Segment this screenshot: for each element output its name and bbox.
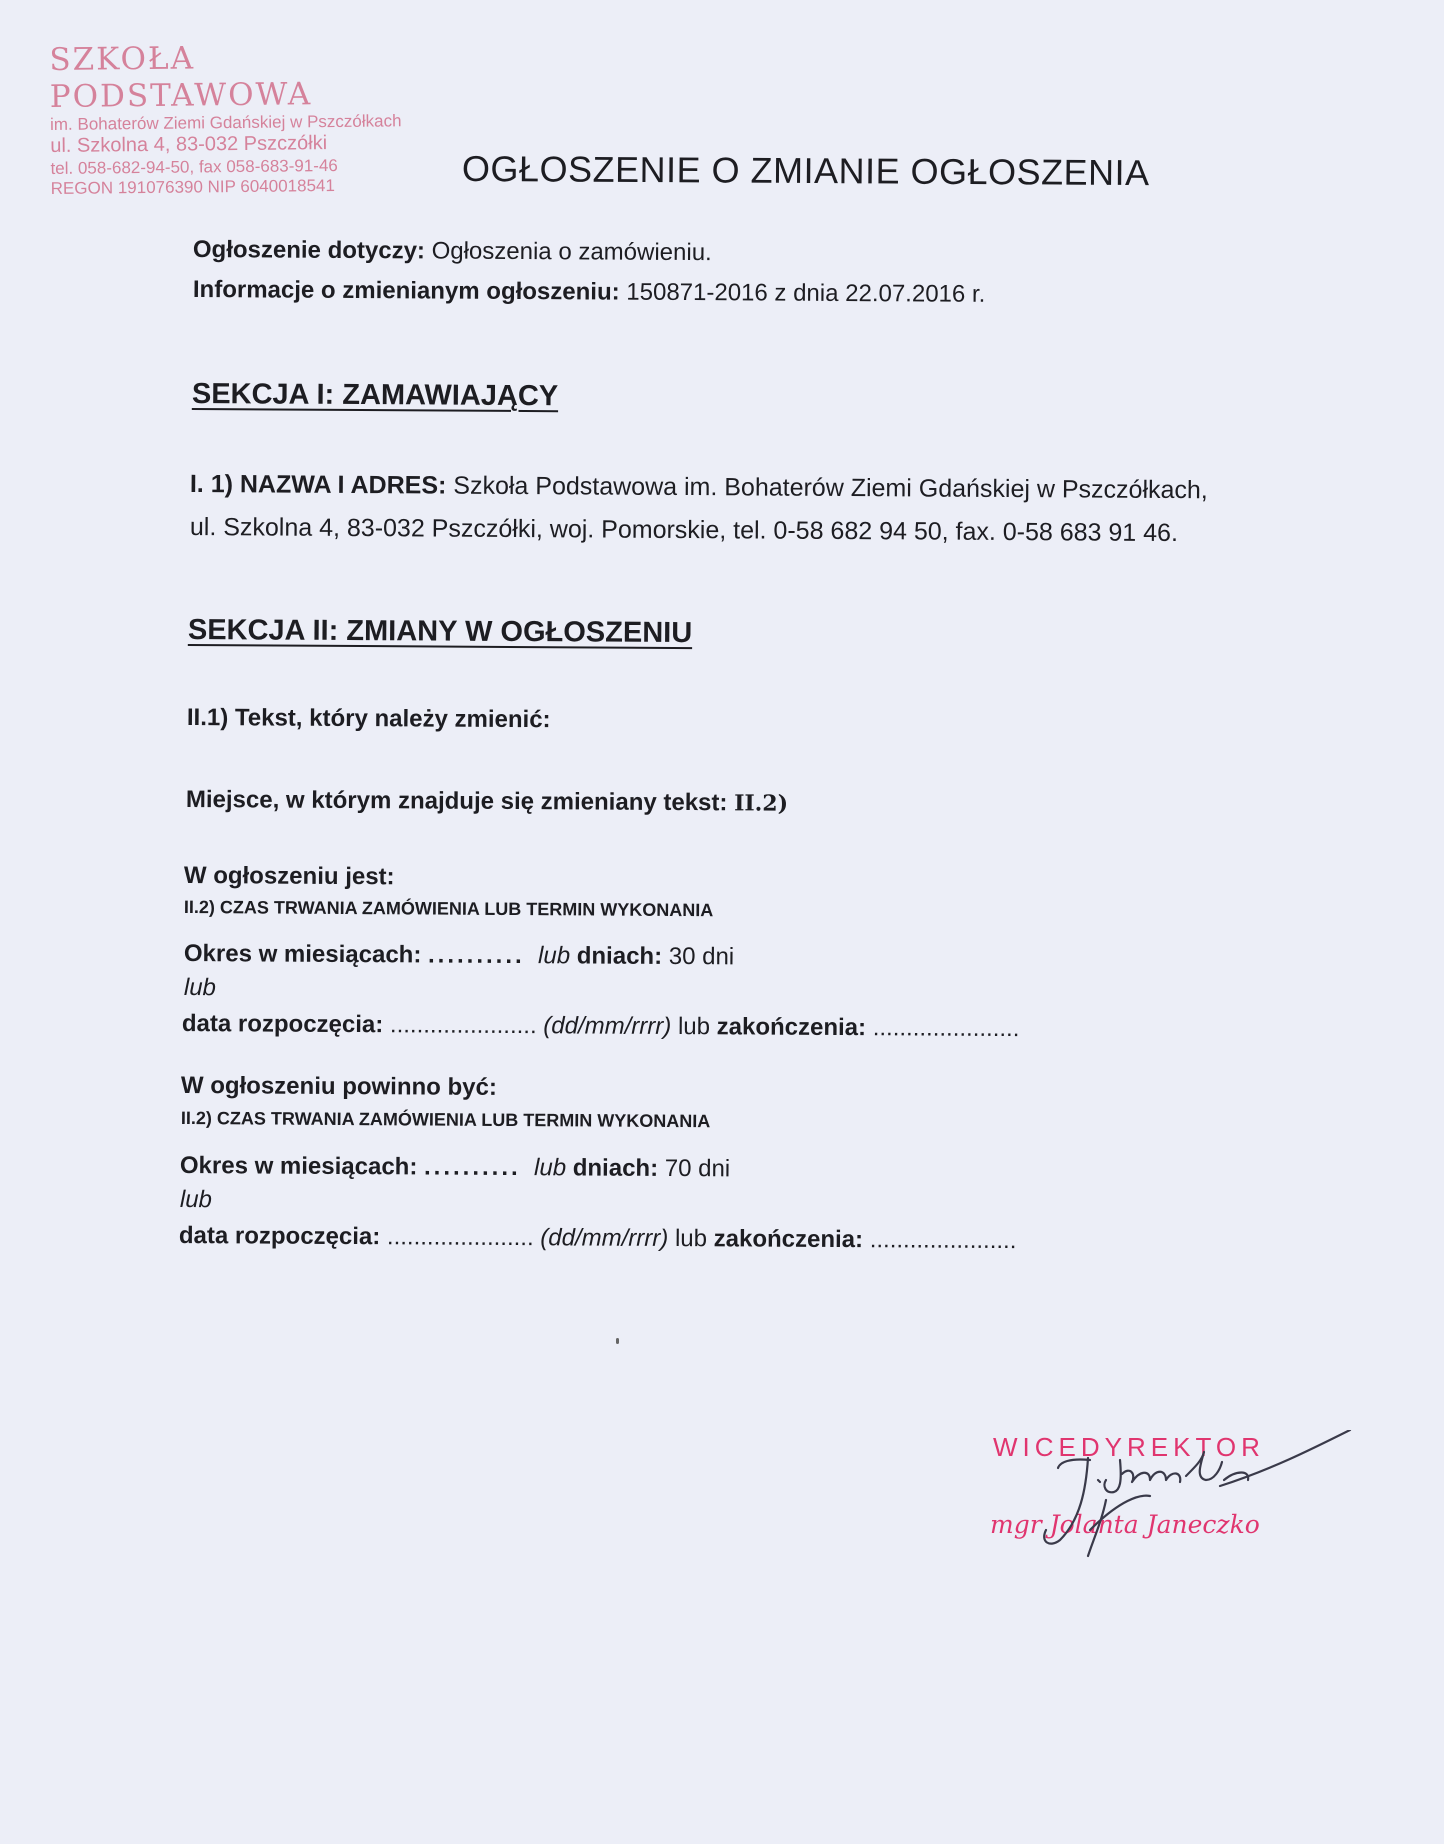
scan-speck [616, 1338, 619, 1344]
place-label: Miejsce, w którym znajduje się zmieniany tekst: [185, 786, 728, 817]
section1-heading: SEKCJA I: ZAMAWIAJĄCY [191, 378, 559, 413]
date-format: (dd/mm/rrrr) [540, 1224, 669, 1252]
dniach-value: 70 dni [664, 1154, 731, 1183]
is-heading-text: W ogłoszeniu jest: [183, 862, 395, 891]
stamp-school-name: SZKOŁA PODSTAWOWA [49, 40, 313, 115]
start-label: data rozpoczęcia: [178, 1222, 381, 1251]
okres-dots: .......... [427, 941, 525, 970]
lub-text: lub [183, 974, 217, 1002]
is-okres-row [184, 940, 734, 971]
dotyczy-label: Ogłoszenie dotyczy: [192, 236, 426, 265]
section1-address-line2: ul. Szkolna 4, 83-032 Pszczółki, woj. Pomorskie, tel. 0-58 682 94 50, fax. 0-58 683 91 46. [189, 513, 1179, 548]
should-be-subheading: II.2) CZAS TRWANIA ZAMÓWIENIA LUB TERMIN WYKONANIA [180, 1108, 711, 1132]
text-to-change [187, 704, 551, 734]
okres-dots: .......... [423, 1153, 521, 1182]
lub-text: lub [538, 942, 571, 970]
signature-stamp-title: WICEDYREKTOR [993, 1432, 1265, 1462]
is-heading [184, 862, 395, 891]
end-dots: ...................... [872, 1014, 1020, 1043]
should-be-heading-text: W ogłoszeniu powinno być: [180, 1072, 497, 1101]
section2-heading: SEKCJA II: ZMIANY W OGŁOSZENIU [187, 614, 693, 650]
is-lub-row [184, 974, 216, 1002]
stamp-school-patron: im. Bohaterów Ziemi Gdańskiej w Pszczółkach [49, 111, 402, 135]
nazwa-adres-value: Szkoła Podstawowa im. Bohaterów Ziemi Gdańskiej w Pszczółkach, [453, 471, 1208, 505]
end-label: zakończenia: [713, 1225, 864, 1254]
stamp-address: ul. Szkolna 4, 83-032 Pszczółki [50, 132, 328, 158]
dniach-value: 30 dni [668, 942, 735, 971]
dniach-label: dniach: [576, 942, 663, 970]
lub-text: lub [674, 1225, 708, 1253]
intro-dotyczy [193, 236, 712, 267]
dniach-label: dniach: [572, 1154, 659, 1182]
start-label: data rozpoczęcia: [181, 1010, 384, 1039]
end-label: zakończenia: [716, 1013, 867, 1042]
should-be-okres-row [180, 1152, 730, 1183]
okres-label: Okres w miesiącach: [183, 940, 422, 969]
school-stamp [49, 38, 431, 199]
intro-info [193, 276, 986, 309]
is-dates-row [182, 1010, 1020, 1043]
dotyczy-value: Ogłoszenia o zamówieniu. [431, 237, 712, 267]
section1-address-line1 [190, 470, 1208, 505]
stamp-phone-fax: tel. 058-682-94-50, fax 058-683-91-46 [50, 155, 338, 178]
stamp-regon-nip: REGON 191076390 NIP 6040018541 [50, 175, 335, 198]
document-title: OGŁOSZENIE O ZMIANIE OGŁOSZENIA [461, 147, 1150, 194]
date-format: (dd/mm/rrrr) [543, 1012, 672, 1040]
change-place [186, 786, 788, 818]
lub-text: lub [179, 1186, 213, 1214]
text-to-change-label: II.1) Tekst, który należy zmienić: [186, 704, 551, 734]
is-subheading: II.2) CZAS TRWANIA ZAMÓWIENIA LUB TERMIN WYKONANIA [183, 897, 714, 921]
should-be-heading [181, 1072, 497, 1102]
signature-stamp-name: mgr Jolanta Janeczko [990, 1510, 1260, 1539]
nazwa-adres-label: I. 1) NAZWA I ADRES: [189, 470, 447, 500]
info-value: 150871-2016 z dnia 22.07.2016 r. [626, 278, 986, 308]
okres-label: Okres w miesiącach: [179, 1152, 418, 1181]
handwritten-signature [1010, 1430, 1370, 1570]
lub-text: lub [534, 1154, 567, 1182]
should-be-lub-row [180, 1186, 212, 1214]
should-be-dates-row [179, 1222, 1017, 1255]
lub-text: lub [677, 1013, 711, 1041]
start-dots: ...................... [389, 1011, 537, 1040]
info-label: Informacje o zmienianym ogłoszeniu: [192, 276, 620, 306]
end-dots: ...................... [869, 1226, 1017, 1255]
start-dots: ...................... [386, 1223, 534, 1252]
place-value: II.2) [734, 790, 789, 817]
